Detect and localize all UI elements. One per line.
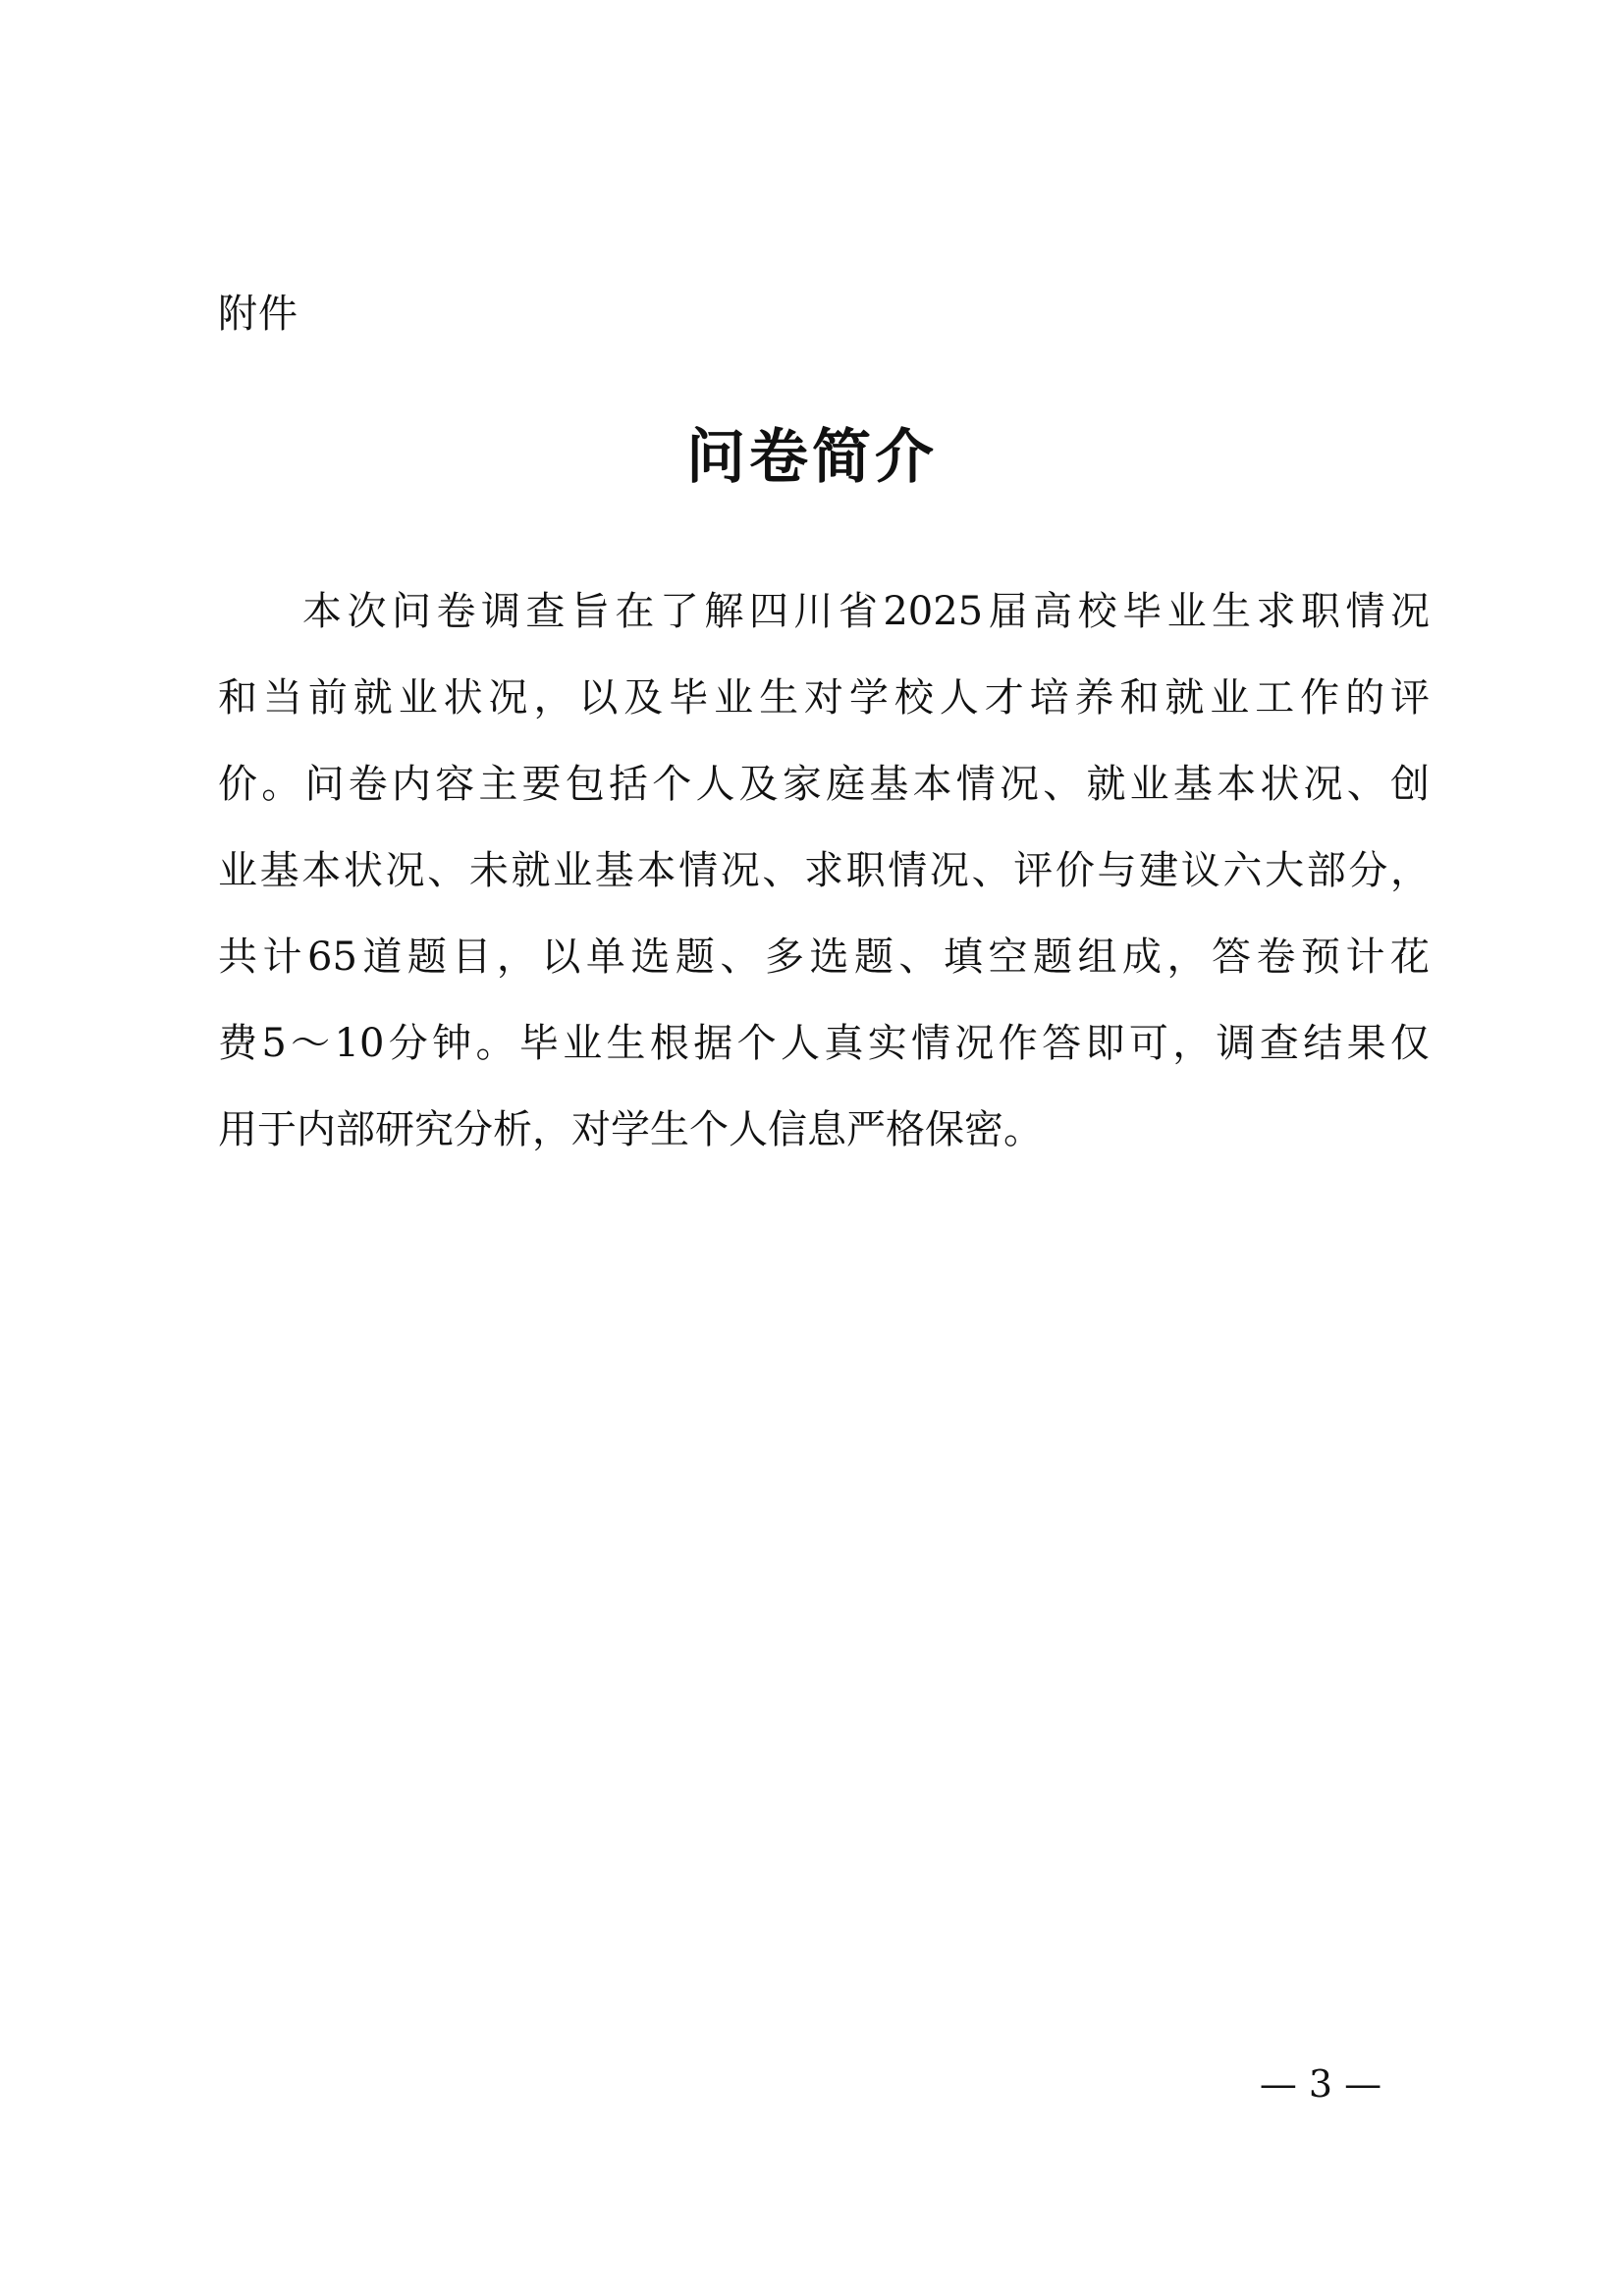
body-line: 共计65道题目，以单选题、多选题、填空题组成，答卷预计花 (218, 934, 1430, 980)
body-line: 用于内部研究分析，对学生个人信息严格保密。 (218, 1107, 1043, 1152)
body-line: 费5～10分钟。毕业生根据个人真实情况作答即可，调查结果仅 (218, 1021, 1430, 1066)
body-line: 价。问卷内容主要包括个人及家庭基本情况、就业基本状况、创 (218, 762, 1430, 807)
page-number: — 3 — (1259, 2062, 1382, 2106)
body-line: 本次问卷调查旨在了解四川省2025届高校毕业生求职情况 (302, 589, 1430, 634)
body-line: 和当前就业状况，以及毕业生对学校人才培养和就业工作的评 (218, 675, 1430, 721)
body-paragraph (218, 568, 1430, 1173)
attachment-label: 附件 (218, 292, 298, 337)
document-title: 问卷简介 (686, 423, 938, 492)
body-line: 业基本状况、未就业基本情况、求职情况、评价与建议六大部分， (218, 848, 1430, 893)
